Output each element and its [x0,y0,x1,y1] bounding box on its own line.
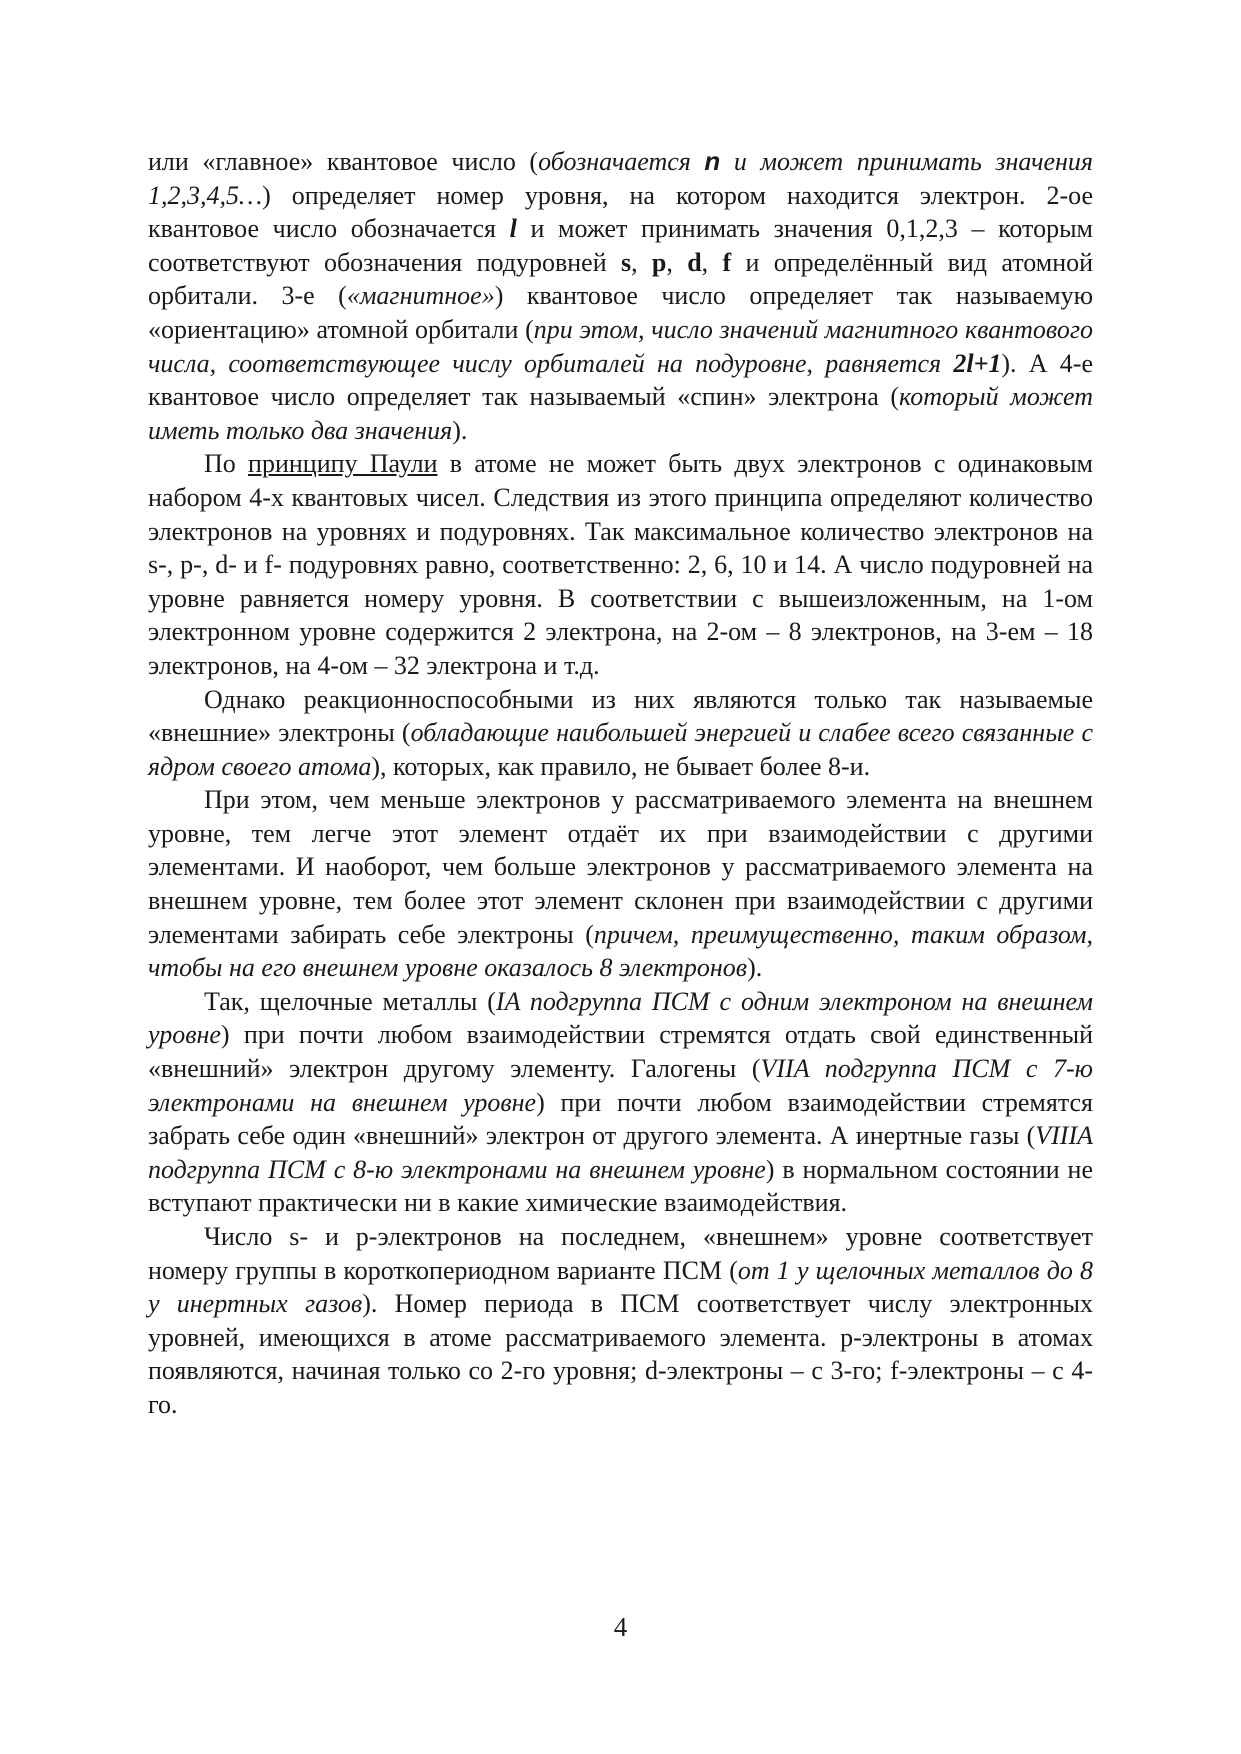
text-segment: VIIIA подгруппа ПСМ с 8-ю электронами на внешнем уровне [148,1121,1093,1184]
text-segment: обозначается [538,147,705,176]
text-segment: который может иметь только два значения [148,382,1093,445]
body-text [148,145,1093,1422]
text-segment: в атоме не может быть двух электронов с одинаковым набором 4-х квантовых чисел. Следствия из этого принципа определяют количество электронов на уровнях и подуровнях. Так максимальное количество электронов на s-, p-, d- и f- подуровнях равно, соответственно: 2, 6, 10 и 14. А число подуровней на уровне равняется номеру уровня. В соответствии с вышеизложенным, на 1-ом электронном уровне содержится 2 электрона, на 2-ом – 8 электронов, на 3-ем – 18 электронов, на 4-ом – 32 электрона и т.д. [148,449,1093,680]
paragraph [148,985,1093,1220]
text-segment: ) при почти любом взаимодействии стремятся отдать свой единственный «внешний» электрон другому элементу. Галогены ( [148,1020,1093,1084]
text-segment: и определённый вид атомной орбитали. 3-е ( [148,247,1094,311]
text-segment: ) квантовое число определяет так называемую «ориентацию» атомной орбитали ( [148,281,1094,344]
paragraph [148,145,1093,447]
underlined-term: принципу Паули [248,449,438,479]
text-segment: причем, преимущественно, таким образом, чтобы на его внешнем уровне оказалось 8 электронов [148,919,1093,983]
text-segment: IA подгруппа ПСМ с одним электроном на внешнем уровне [148,986,1093,1050]
text-segment: и может принимать значения 1,2,3,4,5… [148,147,1093,210]
text-segment: , [701,247,723,277]
text-segment: d [687,247,702,277]
text-segment: ), которых, как правило, не бывает более 8-и. [371,751,871,781]
text-segment: f [722,247,732,277]
text-segment: , [666,247,688,277]
text-segment: l [509,214,517,244]
text-segment: ). [452,415,468,445]
text-segment: и может принимать значения 0,1,2,3 – которым соответствуют обозначения подуровней [148,214,1093,277]
text-segment: ). Номер периода в ПСМ соответствует числу электронных уровней, имеющихся в атоме рассматриваемого элемента. р-электроны в атомах появляются, начиная только со 2-го уровня; d-электроны – с 3-го; f-электроны – с 4-го. [148,1289,1093,1419]
text-segment: при этом, число значений магнитного квантового числа, соответствующее числу орбиталей на подуровне, равняется [148,314,1093,378]
text-segment: ) определяет номер уровня, на котором находится электрон. 2-ое квантовое число обозначается [148,180,1093,244]
text-segment: 2l+1 [953,348,1002,378]
text-segment: При этом, чем меньше электронов у рассматриваемого элемента на внешнем уровне, тем легче этот элемент отдаёт их при взаимодействии с другими элементами. И наоборот, чем больше электронов у рассматриваемого элемента на внешнем уровне, тем более этот элемент склонен при взаимодействии с другими элементами забирать себе электроны ( [148,785,1093,949]
text-segment: VIIA подгруппа ПСМ с 7-ю электронами на внешнем уровне [148,1054,1093,1117]
text-segment: ) в нормальном состоянии не вступают практически ни в какие химические взаимодействия. [148,1154,1093,1218]
text-segment: По [204,449,249,479]
text-segment: ). [747,953,763,983]
text-segment: «магнитное» [346,281,495,311]
text-segment: p [651,247,667,277]
text-segment: обладающие наибольшей энергией и слабее всего связанные с ядром своего атома [148,718,1093,781]
text-segment: Так, щелочные металлы ( [204,986,496,1016]
text-segment: Число s- и p-электронов на последнем, «внешнем» уровне соответствует номеру группы в короткопериодном варианте ПСМ ( [148,1222,1093,1285]
text-segment: от 1 у щелочных металлов до 8 у инертных газов [148,1255,1094,1319]
page-number: 4 [613,1612,628,1642]
paragraph [148,683,1093,784]
text-segment: s [620,247,632,277]
text-segment: или «главное» квантовое число ( [148,147,539,176]
text-segment: , [631,247,652,277]
text-segment: ) при почти любом взаимодействии стремятся забрать себе один «внешний» электрон от другого элемента. А инертные газы ( [148,1087,1093,1151]
paragraph [148,1220,1093,1422]
text-segment: Однако реакционноспособными из них являются только так называемые «внешние» электроны ( [148,684,1093,748]
paragraph [148,783,1093,985]
text-segment: ). А 4-е квантовое число определяет так называемый «спин» электрона ( [148,348,1093,412]
paragraph [148,447,1093,682]
text-segment: n [704,146,721,176]
